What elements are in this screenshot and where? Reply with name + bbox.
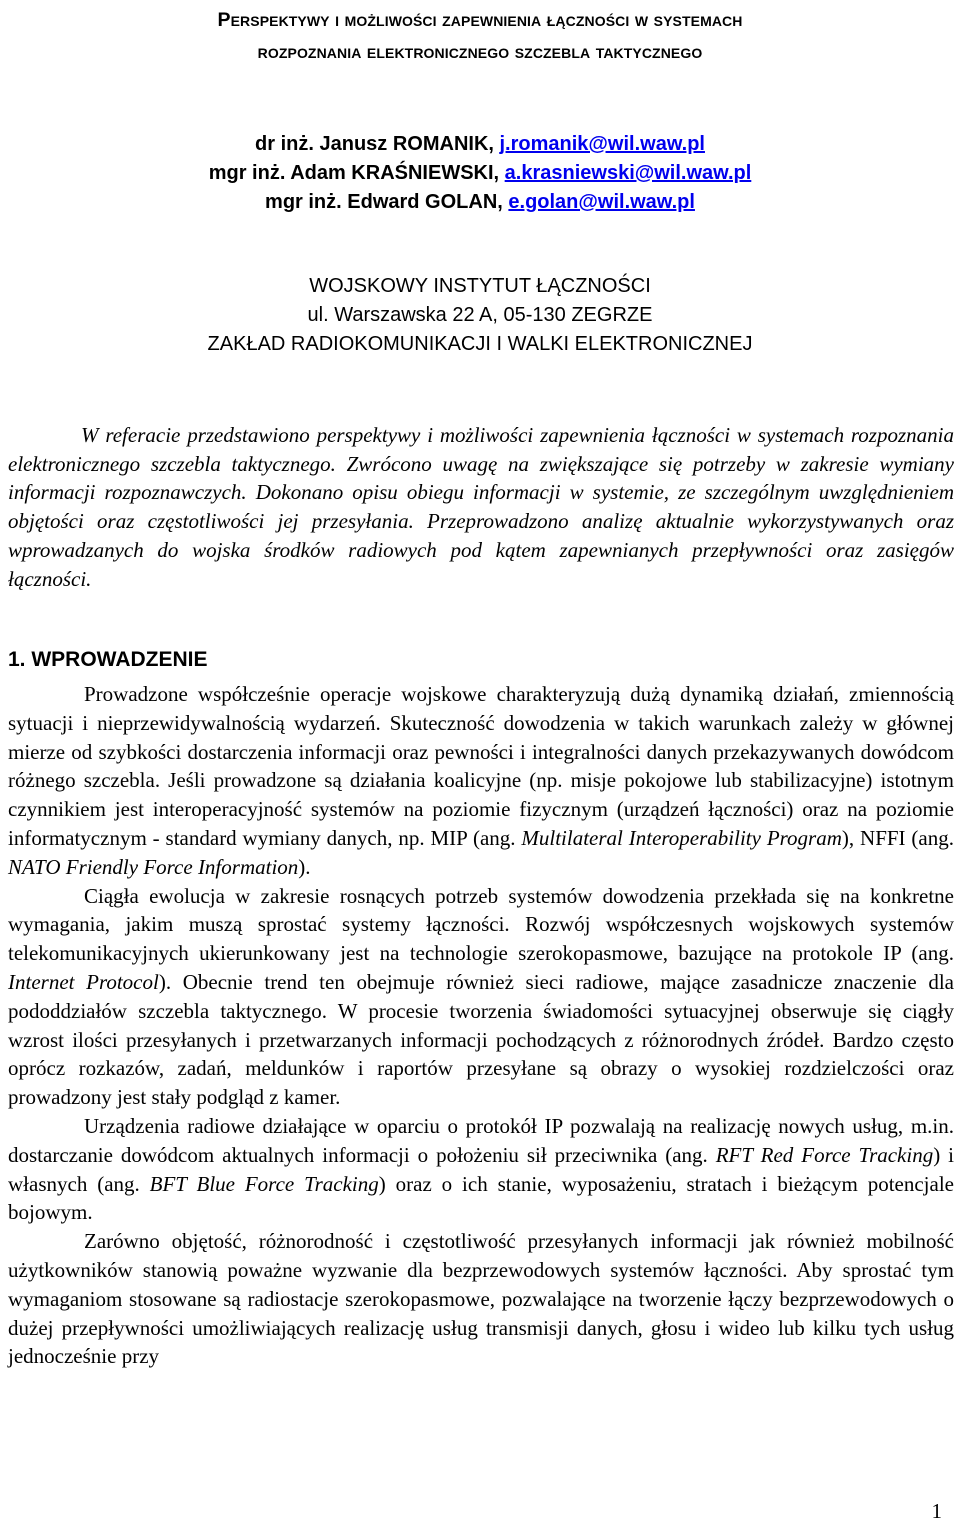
author-name: mgr inż. Adam KRAŚNIEWSKI,	[208, 162, 505, 184]
text-run: Prowadzone współcześnie operacje wojskowe charakteryzują dużą dynamiką działań, zmiennością sytuacji i nieprzewidywalnością wydarzeń. Skuteczność dowodzenia w takich warunkach zależy w głównej mierze od szybkości dostarczenia informacji oraz pewności i integralności danych przekazywanych dowódcom różnego szczebla. Jeśli prowadzone są działania koalicyjne (np. misje pokojowe lub stabilizacyjne) istotnym czynnikiem jest interoperacyjność systemów na poziomie fizycznym (urządzeń łączności) oraz na poziomie informatycznym - standard wymiany danych, np. MIP (ang.	[8, 682, 954, 850]
institute-department: ZAKŁAD RADIOKOMUNIKACJI I WALKI ELEKTRONICZNEJ	[207, 333, 753, 355]
abstract: W referacie przedstawiono perspektywy i możliwości zapewnienia łączności w systemach rozpoznania elektronicznego szczebla taktycznego. Zwrócono uwagę na zwiększające się potrzeby w zakresie wymiany informacji rozpoznawczych. Dokonano opisu obiegu informacji w systemie, ze szczególnym uwzględnieniem objętości oraz częstotliwości jej przesyłania. Przeprowadzono analizę aktualnie wykorzystywanych oraz wprowadzanych do wojska środków radiowych pod kątem zapewnianych przepływności oraz zasięgów łączności.	[8, 423, 954, 591]
author-email-link[interactable]: j.romanik@wil.waw.pl	[499, 133, 705, 155]
author-line	[0, 159, 960, 188]
body-paragraph	[8, 882, 954, 1112]
text-run: ), NFFI (ang.	[841, 825, 954, 850]
author-name: mgr inż. Edward GOLAN,	[265, 191, 509, 213]
body-paragraph: Zarówno objętość, różnorodność i częstotliwość przesyłanych informacji jak również mobilność użytkowników stanowią poważne wyzwanie dla bezprzewodowych systemów łączności. Aby sprostać tym wymaganiom stosowane są radiostacje szerokopasmowe, pozwalające na tworzenie łączy bezprzewodowych o dużej przepływności umożliwiających realizację usług transmisji danych, głosu i wideo lub kilku tych usług jednocześnie przy	[8, 1229, 954, 1369]
institute-name: WOJSKOWY INSTYTUT ŁĄCZNOŚCI	[309, 275, 651, 297]
author-line	[0, 130, 960, 159]
paper-title-line-2: rozpoznania elektronicznego szczebla taktycznego	[257, 41, 703, 63]
affiliation	[0, 272, 960, 359]
author-list	[0, 130, 960, 217]
section-heading: 1. WPROWADZENIE	[8, 648, 208, 671]
text-run: ) oraz o ich stanie, wyposażeniu, stratach i bieżącym potencjale bojowym.	[8, 1171, 954, 1225]
italic-term: Multilateral Interoperability Program	[521, 825, 842, 850]
paper-title	[0, 4, 960, 68]
paper-title-line-1: Perspektywy i możliwości zapewnienia łączności w systemach	[217, 9, 743, 31]
author-line	[0, 188, 960, 217]
institute-address: ul. Warszawska 22 A, 05-130 ZEGRZE	[307, 304, 653, 326]
section-body	[8, 680, 954, 1371]
text-run: ).	[298, 854, 311, 879]
text-run: ) i własnych (ang.	[8, 1142, 954, 1196]
body-paragraph	[8, 680, 954, 882]
author-email-link[interactable]: a.krasniewski@wil.waw.pl	[504, 162, 752, 184]
italic-term: RFT Red Force Tracking	[715, 1142, 934, 1167]
text-run: Ciągła ewolucja w zakresie rosnących potrzeb systemów dowodzenia przekłada się na konkretne wymagania, jakim muszą sprostać systemy łączności. Rozwój współczesnych wojskowych systemów telekomunikacyjnych ukierunkowany jest na technologie szerokopasmowe, bazujące na protokole IP (ang.	[8, 883, 954, 966]
text-run: Urządzenia radiowe działające w oparciu o protokół IP pozwalają na realizację nowych usług, m.in. dostarczanie dowódcom aktualnych informacji o położeniu sił przeciwnika (ang.	[8, 1113, 954, 1167]
page-number: 1	[931, 1499, 942, 1523]
italic-term: Internet Protocol	[8, 969, 159, 994]
body-paragraph	[8, 1112, 954, 1227]
author-name: dr inż. Janusz ROMANIK,	[255, 133, 500, 155]
text-run: ). Obecnie trend ten obejmuje również sieci radiowe, mające zasadnicze znaczenie dla pododdziałów szczebla taktycznego. W procesie tworzenia świadomości sytuacyjnej obserwuje się ciągły wzrost ilości przesyłanych i przetwarzanych informacji pochodzących z różnorodnych źródeł. Bardzo często oprócz rozkazów, zadań, meldunków i raportów przesyłane są obrazy o wysokiej rozdzielczości oraz prowadzony jest stały podgląd z kamer.	[8, 969, 954, 1110]
italic-term: BFT Blue Force Tracking	[149, 1171, 379, 1196]
author-email-link[interactable]: e.golan@wil.waw.pl	[508, 191, 695, 213]
italic-term: NATO Friendly Force Information	[8, 854, 299, 879]
